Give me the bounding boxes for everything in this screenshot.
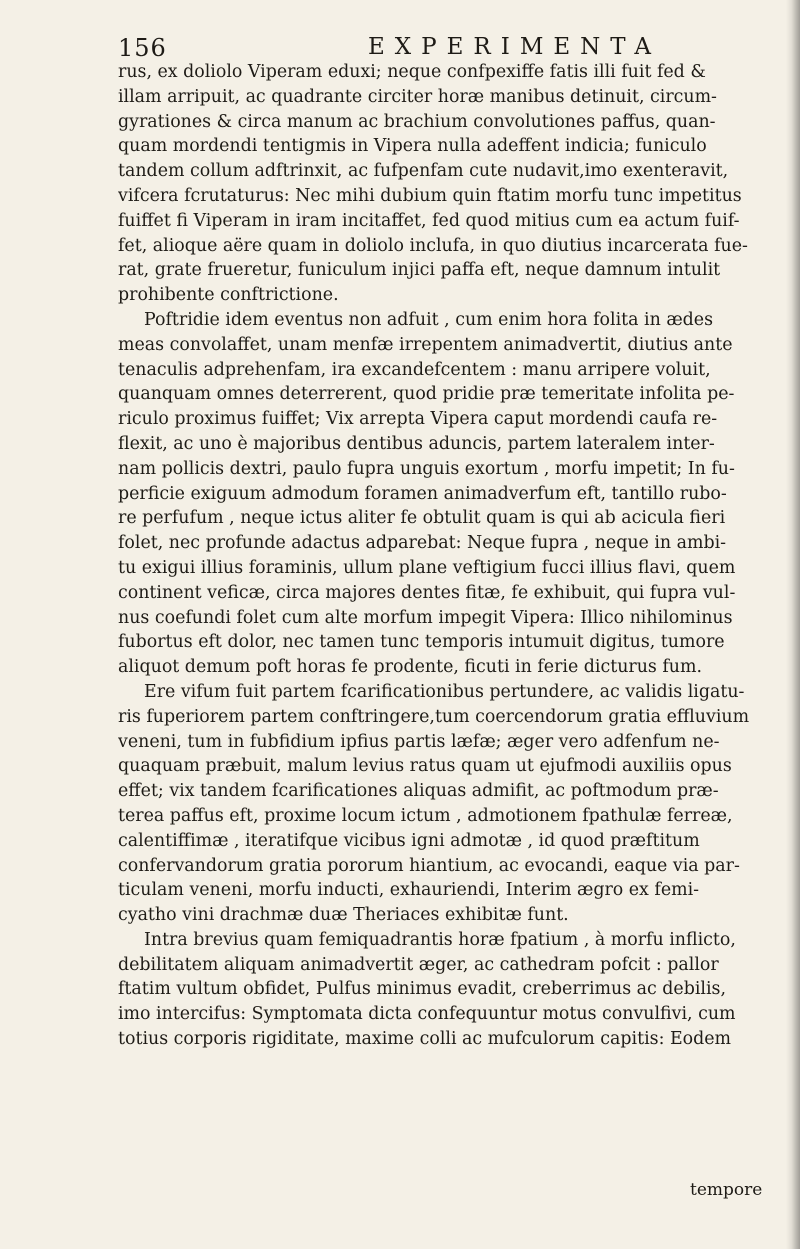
text-line: quanquam omnes deterrerent, quod pridie præ temeritate infolita pe-	[118, 384, 735, 405]
text-line: illam arripuit, ac quadrante circiter horæ manibus detinuit, circum-	[118, 86, 717, 107]
text-line: vifcera fcrutaturus: Nec mihi dubium quin ftatim morfu tunc impetitus	[118, 185, 742, 206]
text-line: ftatim vultum obfidet, Pulfus minimus evadit, creberrimus ac debilis,	[118, 979, 726, 1000]
page-edge-shadow	[786, 0, 800, 1249]
text-line: Ere vifum fuit partem fcarificationibus pertundere, ac validis ligatu-	[144, 681, 745, 702]
text-line: rus, ex doliolo Viperam eduxi; neque confpexiffe fatis illi fuit fed &	[118, 62, 706, 82]
text-line: effet; vix tandem fcarificationes aliquas admifit, ac poftmodum præ-	[118, 781, 719, 802]
text-line: tu exigui illius foraminis, ullum plane veftigium fucci illius flavi, quem	[118, 557, 736, 578]
text-line: aliquot demum poft horas fe prodente, ficuti in ferie dicturus fum.	[118, 657, 703, 678]
text-line: meas convolaffet, unam menfæ irrepentem animadvertit, diutius ante	[118, 334, 733, 355]
text-line: nus coefundi folet cum alte morfum impegit Vipera: Illico nihilominus	[118, 607, 733, 628]
text-line: debilitatem aliquam animadvertit æger, ac cathedram pofcit : pallor	[118, 954, 719, 975]
text-line: quam mordendi tentigmis in Vipera nulla adeffent indicia; funiculo	[118, 136, 707, 157]
text-line: fuiffet fi Viperam in iram incitaffet, fed quod mitius cum ea actum fuif-	[118, 210, 740, 231]
text-line: folet, nec profunde adactus adparebat: Neque fupra , neque in ambi-	[118, 533, 727, 554]
body-text	[118, 60, 778, 1052]
text-line: nam pollicis dextri, paulo fupra unguis exortum , morfu impetit; In fu-	[118, 458, 735, 479]
text-line: continent veficæ, circa majores dentes fitæ, fe exhibuit, qui fupra vul-	[118, 582, 736, 603]
catchword: tempore	[690, 1180, 763, 1200]
text-line: Intra brevius quam femiquadrantis horæ fpatium , à morfu inflicto,	[144, 929, 736, 950]
text-line: flexit, ac uno è majoribus dentibus aduncis, partem lateralem inter-	[118, 433, 715, 454]
text-line: totius corporis rigiditate, maxime colli ac mufculorum capitis: Eodem	[118, 1029, 732, 1050]
text-line: prohibente conftrictione.	[118, 285, 339, 306]
text-line: ris fuperiorem partem conftringere,tum coercendorum gratia effluvium	[118, 706, 750, 727]
text-line: imo intercifus: Symptomata dicta confequuntur motus convulfivi, cum	[118, 1004, 736, 1025]
text-line: quaquam præbuit, malum levius ratus quam ut ejufmodi auxiliis opus	[118, 756, 732, 777]
text-line: rat, grate frueretur, funiculum injici paffa eft, neque damnum intulit	[118, 260, 721, 281]
text-line: fet, alioque aëre quam in doliolo inclufa, in quo diutius incarcerata fue-	[118, 235, 748, 256]
text-line: riculo proximus fuiffet; Vix arrepta Vipera caput mordendi caufa re-	[118, 409, 718, 430]
text-line: calentiffimæ , iteratifque vicibus igni admotæ , id quod præftitum	[118, 830, 700, 851]
text-line: tandem collum adftrinxit, ac fufpenfam cute nudavit,imo exenteravit,	[118, 161, 729, 182]
text-line: re perfufum , neque ictus aliter fe obtulit quam is qui ab acicula fieri	[118, 508, 726, 529]
text-line: cyatho vini drachmæ duæ Theriaces exhibitæ funt.	[118, 905, 569, 926]
page-number: 156	[118, 34, 167, 62]
text-line: tenaculis adprehenfam, ira excandefcentem : manu arripere voluit,	[118, 359, 711, 380]
text-line: Poftridie idem eventus non adfuit , cum enim hora folita in ædes	[144, 309, 714, 330]
text-line: gyrationes & circa manum ac brachium convolutiones paffus, quan-	[118, 111, 716, 132]
text-line: perficie exiguum admodum foramen animadverfum eft, tantillo rubo-	[118, 483, 727, 504]
text-line: fubortus eft dolor, nec tamen tunc temporis intumuit digitus, tumore	[118, 632, 725, 653]
text-line: ticulam veneni, morfu inducti, exhauriendi, Interim ægro ex femi-	[118, 880, 700, 901]
text-line: terea paffus eft, proxime locum ictum , admotionem fpathulæ ferreæ,	[118, 805, 733, 826]
text-line: veneni, tum in fubfidium ipfius partis læfæ; æger vero adfenfum ne-	[118, 731, 720, 752]
running-title: EXPERIMENTA	[368, 34, 661, 60]
text-line: confervandorum gratia pororum hiantium, ac evocandi, eaque via par-	[118, 855, 740, 876]
